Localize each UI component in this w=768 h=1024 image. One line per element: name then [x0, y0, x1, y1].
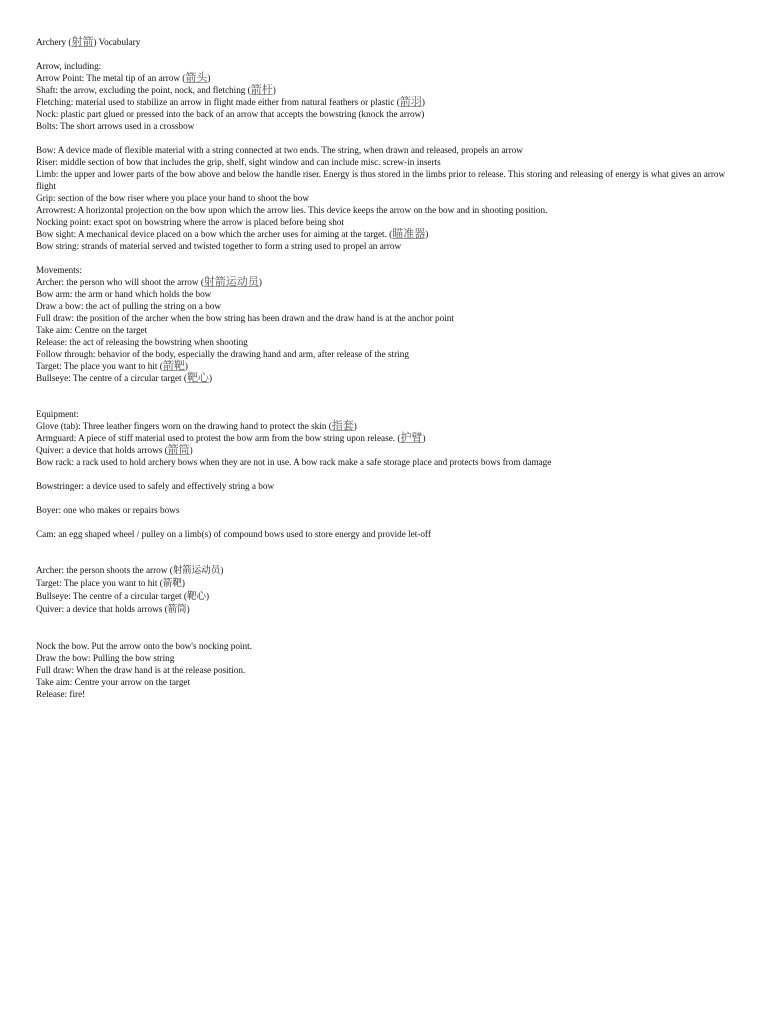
- def-close: ): [205, 591, 210, 601]
- def-close: ): [220, 565, 224, 575]
- def-chinese: 护臂: [400, 432, 423, 444]
- equipment-heading: Equipment:: [36, 409, 79, 419]
- def-close: ): [184, 361, 188, 371]
- def-cam: Cam: an egg shaped wheel / pulley on a limb(s) of compound bows used to store energy and provide let-off: [36, 529, 431, 539]
- def-shaft: [36, 84, 730, 96]
- def-bolts: Bolts: The short arrows used in a crossbow: [36, 121, 195, 131]
- def-full-draw: Full draw: the position of the archer when the bow string has been drawn and the draw hand is at the anchor point: [36, 313, 454, 323]
- document-title: [36, 36, 730, 48]
- def-close: ): [258, 277, 262, 287]
- def-chinese: 指套: [331, 420, 354, 432]
- def-close: ): [272, 85, 276, 95]
- def-chinese: 射箭运动员: [203, 276, 259, 288]
- step-release: Release: fire!: [36, 689, 86, 699]
- def-chinese: 箭羽: [399, 96, 422, 108]
- def-archer: [36, 276, 730, 288]
- title-chinese: 射箭: [71, 36, 94, 48]
- def-release: Release: the act of releasing the bowstring when shooting: [36, 337, 248, 347]
- def-text: Shaft: the arrow, excluding the point, nock, and fletching (: [36, 85, 251, 95]
- vocabulary-document: [36, 36, 730, 700]
- def-chinese: 箭筒: [167, 605, 187, 615]
- def-bowstringer: Bowstringer: a device used to safely and effectively string a bow: [36, 481, 275, 491]
- def-text: Archer: the person shoots the arrow (: [36, 565, 173, 575]
- def-text: Bullseye: The centre of a circular target (: [36, 373, 187, 383]
- def-chinese: 箭筒: [167, 444, 190, 456]
- def-nocking-point: Nocking point: exact spot on bowstring where the arrow is placed before being shot: [36, 217, 344, 227]
- def-text: Arrow Point: The metal tip of an arrow (: [36, 73, 186, 83]
- def-bow-arm: Bow arm: the arm or hand which holds the bow: [36, 289, 212, 299]
- def-glove: [36, 420, 730, 432]
- step-full-draw: Full draw: When the draw hand is at the release position.: [36, 665, 246, 675]
- def-limb: Limb: the upper and lower parts of the bow above and below the handle riser. Energy is thus stored in the limbs prior to release. This storing and releasing of energy is what gives an arrow flight: [36, 169, 726, 191]
- title-suffix: ) Vocabulary: [93, 37, 141, 47]
- def-close: ): [186, 604, 190, 614]
- def-text: Armguard: A piece of stiff material used to protest the bow arm from the bow string upon release. (: [36, 433, 401, 443]
- def-chinese: 瞄准器: [392, 228, 426, 240]
- movements-heading: Movements:: [36, 265, 82, 275]
- def-chinese: 箭靶: [162, 360, 185, 372]
- def-close: ): [189, 445, 193, 455]
- step-nock: Nock the bow. Put the arrow onto the bow's nocking point.: [36, 641, 252, 651]
- def-close: ): [422, 433, 426, 443]
- title-prefix: Archery (: [36, 37, 72, 47]
- def-text: Bow sight: A mechanical device placed on a bow which the archer uses for aiming at the target. (: [36, 229, 393, 239]
- def-chinese: 射箭运动员: [172, 566, 221, 576]
- def-bow: Bow: A device made of flexible material with a string connected at two ends. The string, when drawn and released, propels an arrow: [36, 145, 523, 155]
- def-fletching: [36, 96, 730, 108]
- def-bullseye: [36, 372, 730, 384]
- def-text: Glove (tab): Three leather fingers worn on the drawing hand to protect the skin (: [36, 421, 332, 431]
- def-quiver: [36, 444, 730, 456]
- def-text: Target: The place you want to hit (: [36, 361, 163, 371]
- review-quiver: [36, 603, 730, 616]
- def-take-aim: Take aim: Centre on the target: [36, 325, 148, 335]
- step-draw: Draw the bow: Pulling the bow string: [36, 653, 175, 663]
- def-nock: Nock: plastic part glued or pressed into the back of an arrow that accepts the bowstring (knock the arrow): [36, 109, 425, 119]
- def-boyer: Boyer: one who makes or repairs bows: [36, 505, 180, 515]
- def-text: Target: The place you want to hit (: [36, 578, 163, 588]
- def-chinese: 箭杆: [250, 84, 273, 96]
- def-arrowrest: Arrowrest: A horizontal projection on the bow upon which the arrow lies. This device keeps the arrow on the bow and in shooting position.: [36, 205, 548, 215]
- def-armguard: [36, 432, 730, 444]
- def-text: Bullseye: The centre of a circular target (: [36, 591, 187, 601]
- def-riser: Riser: middle section of bow that includes the grip, shelf, sight window and can include misc. screw-in inserts: [36, 157, 441, 167]
- def-draw-a-bow: Draw a bow: the act of pulling the string on a bow: [36, 301, 221, 311]
- def-grip: Grip: section of the bow riser where you place your hand to shoot the bow: [36, 193, 310, 203]
- def-close: ): [353, 421, 357, 431]
- def-close: ): [425, 229, 429, 239]
- arrow-heading: Arrow, including:: [36, 61, 102, 71]
- def-text: Archer: the person who will shoot the arrow (: [36, 277, 204, 287]
- def-chinese: 靶心: [186, 592, 206, 602]
- def-bow-sight: [36, 228, 730, 240]
- def-chinese: 箭靶: [162, 579, 182, 589]
- def-arrow-point: [36, 72, 730, 84]
- def-follow-through: Follow through: behavior of the body, especially the drawing hand and arm, after release of the string: [36, 349, 409, 359]
- review-bullseye: [36, 590, 730, 603]
- review-target: [36, 577, 730, 590]
- def-close: ): [421, 97, 425, 107]
- def-bow-rack: Bow rack: a rack used to hold archery bows when they are not in use. A bow rack make a safe storage place and protects bows from damage: [36, 457, 552, 467]
- def-chinese: 箭头: [185, 72, 208, 84]
- def-close: ): [207, 73, 211, 83]
- def-text: Quiver: a device that holds arrows (: [36, 445, 168, 455]
- def-bow-string: Bow string: strands of material served and twisted together to form a string used to propel an arrow: [36, 241, 402, 251]
- def-close: ): [181, 578, 185, 588]
- def-text: Fletching: material used to stabilize an arrow in flight made either from natural feathers or plastic (: [36, 97, 400, 107]
- def-close: ): [208, 373, 212, 383]
- step-take-aim: Take aim: Centre your arrow on the target: [36, 677, 191, 687]
- def-chinese: 靶心: [186, 372, 209, 384]
- def-target: [36, 360, 730, 372]
- def-text: Quiver: a device that holds arrows (: [36, 604, 168, 614]
- review-archer: [36, 564, 730, 577]
